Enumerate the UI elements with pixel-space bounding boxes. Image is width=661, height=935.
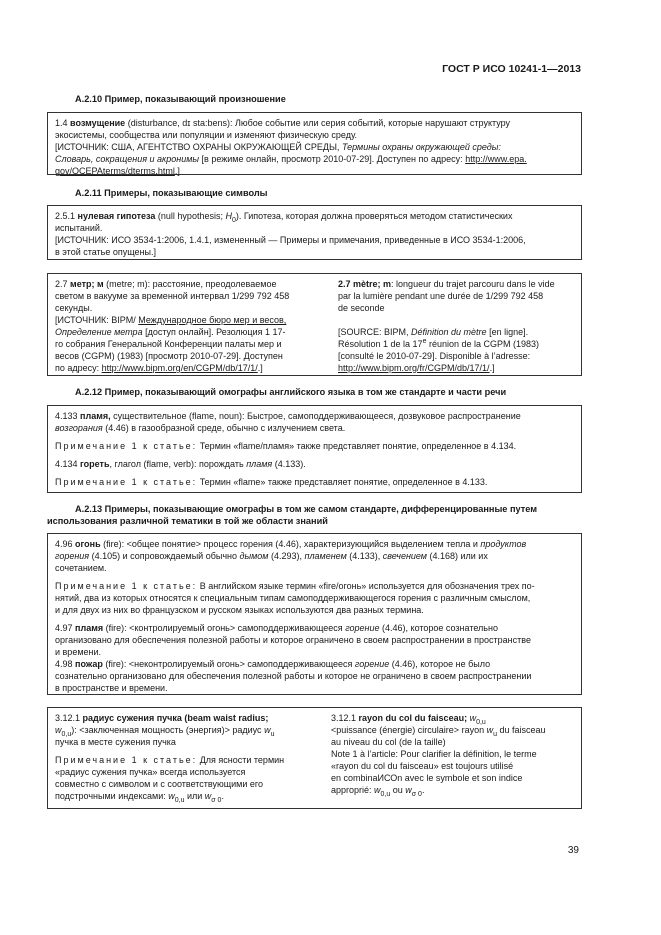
section-heading-line: А.2.13 Примеры, показывающие омографы в том же самом стандарте, дифференцированные путем xyxy=(75,504,538,514)
entry-box-null-hypothesis xyxy=(47,205,582,260)
note-label: Примечание 1 к статье: xyxy=(55,581,198,591)
source-text: в этой статье опущены.] xyxy=(55,247,157,257)
symbol-subscript: 0,u xyxy=(61,730,72,738)
note-text: Для ясности термин xyxy=(197,755,285,765)
note-text: совместно с символом и с соответствующими его xyxy=(55,779,263,789)
cross-reference: горение xyxy=(354,659,390,669)
note-text: Note 1 à l’article: Pour clarifier la définition, le terme xyxy=(331,749,537,759)
note-text: en combinaИСОn avec le symbole et son indice xyxy=(331,773,523,783)
note-text: или xyxy=(184,791,205,801)
entry-text: (4.293), xyxy=(268,551,305,561)
cross-reference: свечением xyxy=(382,551,427,561)
entry-text: сочетанием. xyxy=(55,563,107,573)
entry-text: (4.46), которое сознательно xyxy=(379,623,498,633)
note-text: . xyxy=(221,791,224,801)
entry-text: (fire): <неконтролируемый огонь> самоподдерживающееся xyxy=(102,659,355,669)
symbol-subscript: σ 0 xyxy=(211,796,222,804)
entry-text: пучка в месте сужения пучка xyxy=(55,737,176,747)
entry-box-beam-waist-radius xyxy=(47,707,582,809)
entry-term: радиус сужения пучка (beam waist radius; xyxy=(82,713,269,723)
source-text: [en ligne]. xyxy=(486,327,529,337)
symbol: w xyxy=(264,725,271,735)
source-text: Résolution 1 de la 17 xyxy=(338,339,423,349)
cross-reference: горение xyxy=(345,623,380,633)
symbol: H xyxy=(225,211,232,221)
entry-text: (4.46) в газообразной среде, обычно с излучением света. xyxy=(102,423,346,433)
note-text: Термин «flame» также представляет понятие, определенное в 4.133. xyxy=(197,477,488,487)
cross-reference: пламя xyxy=(246,459,273,469)
source-text: [consulté le 2010-07-29]. Disponible à l’adresse: xyxy=(338,351,531,361)
source-text: [ИСТОЧНИК: ИСО 3534-1:2006, 1.4.1, измененный — Примеры и примечания, приведенные в ИСО 3534-1:2006, xyxy=(55,235,526,245)
section-heading-a212: А.2.12 Пример, показывающий омографы английского языка в том же стандарте и части речи xyxy=(75,387,507,397)
entry-text: de seconde xyxy=(338,303,385,313)
source-text: [в режиме онлайн, просмотр 2010-07-29]. Доступен по адресу: xyxy=(199,154,466,164)
source-title: Определение метра xyxy=(55,327,143,337)
symbol-subscript: 0,u xyxy=(174,796,185,804)
source-text: .] xyxy=(489,363,495,373)
source-text: réunion de la CGPM (1983) xyxy=(426,339,540,349)
entry-box-flame xyxy=(47,405,582,493)
entry-text: (fire): <общее понятие> процесс горения (4.46), характеризующийся выделением тепла и xyxy=(100,539,481,549)
symbol-subscript: u xyxy=(270,730,275,738)
entry-number: 4.134 xyxy=(55,459,78,469)
entry-term: возмущение xyxy=(70,118,126,128)
source-link[interactable]: gov/OCEPAterms/dterms.html xyxy=(55,166,175,176)
entry-box-fire xyxy=(47,533,582,695)
entry-text: (metre; m): расстояние, преодолеваемое xyxy=(103,279,277,289)
page-number: 39 xyxy=(567,845,579,856)
section-heading-line: использования различной тематики в той же области знаний xyxy=(47,516,328,526)
entry-term: метр; м xyxy=(70,279,104,289)
entry-text: испытаний. xyxy=(55,223,103,233)
cross-reference: пламенем xyxy=(304,551,347,561)
entry-text: : longueur du trajet parcouru dans le vide xyxy=(391,279,555,289)
symbol: w xyxy=(405,785,412,795)
source-title: Термины охраны окружающей среды: xyxy=(341,142,501,152)
source-title: Словарь, сокращения и акронимы xyxy=(55,154,200,164)
french-column xyxy=(338,278,576,373)
entry-text: (null hypothesis; xyxy=(155,211,226,221)
entry-number: 2.7 xyxy=(55,279,68,289)
entry-text: существительное (flame, noun): Быстрое, самоподдерживающееся, дозвуковое распространение xyxy=(110,411,521,421)
symbol: w xyxy=(168,791,175,801)
entry-number: 4.96 xyxy=(55,539,73,549)
entry-number: 2.7 xyxy=(338,279,351,289)
note-label: Примечание 1 к статье: xyxy=(55,477,198,487)
cross-reference: возгорания xyxy=(55,423,103,433)
symbol: w xyxy=(374,785,381,795)
entry-number: 4.133 xyxy=(55,411,78,421)
russian-column xyxy=(55,712,317,803)
entry-term: mètre; m xyxy=(353,279,392,289)
entry-number: 4.98 xyxy=(55,659,73,669)
entry-text: au niveau du col (de la taille) xyxy=(331,737,446,747)
entry-text: , глагол (flame, verb): порождать xyxy=(109,459,247,469)
cross-reference: дымом xyxy=(239,551,269,561)
note-label: Примечание 1 к статье: xyxy=(55,755,198,765)
section-heading-a211: А.2.11 Примеры, показывающие символы xyxy=(75,188,268,198)
symbol-subscript: 0 xyxy=(231,216,236,224)
note-text: «радиус сужения пучка» всегда используется xyxy=(55,767,246,777)
entry-text: и времени. xyxy=(55,647,102,657)
section-heading-a210: А.2.10 Пример, показывающий произношение xyxy=(75,94,286,104)
entry-box-metre xyxy=(47,273,582,376)
entry-term: огонь xyxy=(75,539,101,549)
source-link[interactable]: http://www.bipm.org/en/CGPM/db/17/1/ xyxy=(101,363,258,373)
symbol-subscript: 0,u xyxy=(476,718,486,726)
document-header: ГОСТ Р ИСО 10241-1—2013 xyxy=(442,63,581,75)
entry-text: экосистемы, сообщества или популяции и изменяют физическую среду. xyxy=(55,130,358,140)
entry-text: (4.168) или их xyxy=(426,551,488,561)
note-text: «rayon du col du faisceau» est toujours utilisé xyxy=(331,761,514,771)
source-text: по адресу: xyxy=(55,363,102,373)
entry-text: (4.46), которое не было xyxy=(389,659,491,669)
symbol-subscript: σ 0 xyxy=(411,790,422,798)
entry-term: нулевая гипотеза xyxy=(77,211,156,221)
symbol: w xyxy=(55,725,62,735)
entry-text: du faisceau xyxy=(497,725,546,735)
source-text: [доступ онлайн]. Резолюция 1 17- xyxy=(142,327,286,337)
symbol: w xyxy=(204,791,212,801)
entry-term: rayon du col du faisceau; xyxy=(358,713,468,723)
note-text: подстрочными индексами: xyxy=(55,791,169,801)
symbol-subscript: u xyxy=(493,730,497,738)
note-text: В английском языке термин «fire/огонь» используется для обозначения трех по- xyxy=(197,581,535,591)
superscript: e xyxy=(422,338,427,345)
symbol: w xyxy=(469,713,477,723)
source-text: [SOURCE: BIPM, xyxy=(338,327,412,337)
source-link[interactable]: http://www.epa. xyxy=(465,154,527,164)
entry-number: 1.4 xyxy=(55,118,68,128)
entry-term: пожар xyxy=(75,659,103,669)
entry-text: секунды. xyxy=(55,303,93,313)
note-text: и для двух из них во французском и русском языках используются два разных термина. xyxy=(55,605,424,615)
note-text: . xyxy=(421,785,425,795)
russian-column xyxy=(55,278,311,373)
source-text: Международное бюро мер и весов, xyxy=(138,315,287,325)
source-text: .] xyxy=(257,363,263,373)
entry-box-disturbance xyxy=(47,112,582,175)
source-text: весов (CGPM) (1983) [просмотр 2010-07-29]. Доступен xyxy=(55,351,283,361)
entry-text: ). Гипотеза, которая должна проверяться методом статистических xyxy=(235,211,513,221)
cross-reference: продуктов xyxy=(480,539,527,549)
note-text: approprié: xyxy=(331,785,375,795)
note-label: Примечание 1 к статье: xyxy=(55,441,198,451)
source-text: го собрания Генеральной Конференции палаты мер и xyxy=(55,339,282,349)
symbol: w xyxy=(486,725,494,735)
entry-text: в пространстве и времени. xyxy=(55,683,168,693)
entry-text: <puissance (énergie) circulaire> rayon xyxy=(331,725,487,735)
entry-number: 2.5.1 xyxy=(55,211,76,221)
section-heading-a213 xyxy=(47,503,581,527)
entry-text: ): <заключенная мощность (энергия)> радиус xyxy=(71,725,265,735)
source-text: .] xyxy=(174,166,180,176)
entry-text: организовано для обеспечения полезной работы и которое ограничено в своем распространении в пространстве xyxy=(55,635,531,645)
entry-text: сознательно организовано для обеспечения полезной работы и которое не ограничено в своем распространении xyxy=(55,671,532,681)
entry-number: 3.12.1 xyxy=(55,713,81,723)
symbol-subscript: 0,u xyxy=(380,790,391,798)
source-text: [ИСТОЧНИК: BIPM/ xyxy=(55,315,139,325)
entry-text: (4.105) и сопровождаемый обычно xyxy=(89,551,240,561)
note-text: нятий, два из которых относятся к специальным типам самоподдерживающегося горения с различным смыслом, xyxy=(55,593,531,603)
entry-number: 4.97 xyxy=(55,623,73,633)
note-text: Термин «flame/пламя» также представляет понятие, определенное в 4.134. xyxy=(197,441,517,451)
entry-text: (disturbance, dɪ sta:bens): Любое событие или серия событий, которые нарушают структуру xyxy=(125,118,511,128)
entry-term: пламя xyxy=(75,623,104,633)
entry-term: пламя, xyxy=(80,411,111,421)
note-text: ou xyxy=(390,785,406,795)
entry-term: гореть xyxy=(80,459,110,469)
cross-reference: горения xyxy=(55,551,90,561)
entry-text: (4.133), xyxy=(346,551,383,561)
entry-text: (4.133). xyxy=(272,459,306,469)
entry-text: par la lumière pendant une durée de 1/299 792 458 xyxy=(338,291,544,301)
source-text: [ИСТОЧНИК: США, АГЕНТСТВО ОХРАНЫ ОКРУЖАЮЩЕЙ СРЕДЫ, xyxy=(55,142,342,152)
french-column xyxy=(331,712,576,803)
entry-text: светом в вакууме за временной интервал 1/299 792 458 xyxy=(55,291,290,301)
entry-text: (fire): <контролируемый огонь> самоподдерживающееся xyxy=(103,623,346,633)
entry-number: 3.12.1 xyxy=(331,713,357,723)
source-link[interactable]: http://www.bipm.org/fr/CGPM/db/17/1/ xyxy=(338,363,490,373)
source-title: Définition du mètre xyxy=(411,327,487,337)
